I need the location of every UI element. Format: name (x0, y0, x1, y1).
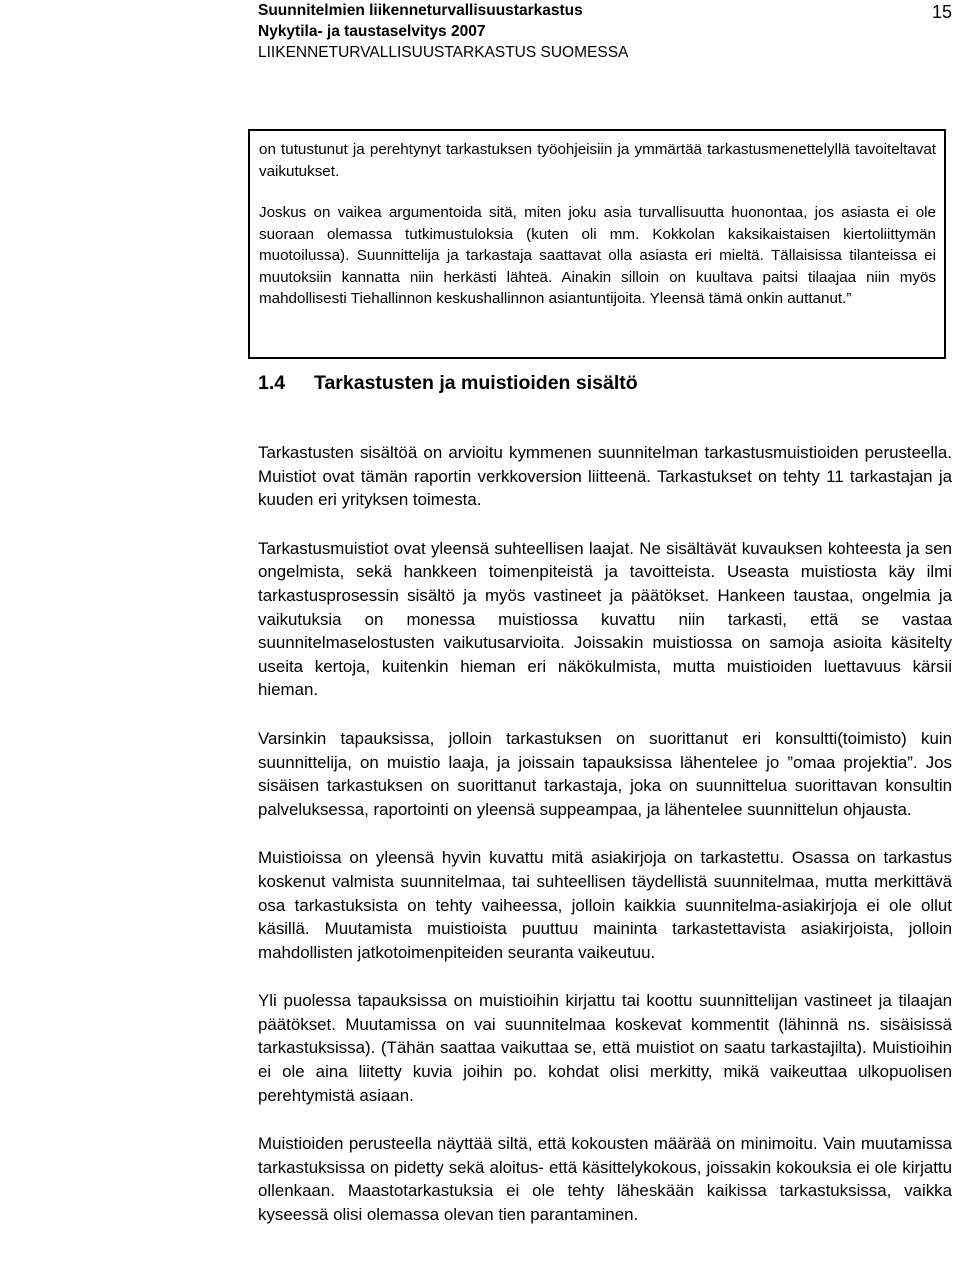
paragraph: Tarkastusten sisältöä on arvioitu kymmenen suunnitelman tarkastusmuistioiden perusteella. Muistiot ovat tämän raportin verkkoversion liitteenä. Tarkastukset on tehty 11 tarkastajan ja kuuden eri yrityksen toimesta. (258, 443, 952, 510)
section-heading (258, 372, 638, 395)
paragraph: Tarkastusmuistiot ovat yleensä suhteellisen laajat. Ne sisältävät kuvauksen kohteesta ja sen ongelmista, sekä hankkeen toimenpiteistä ja tavoitteista. Useasta muistiosta käy ilmi tarkastusprosessin sisältö ja myös vastineet ja päätökset. Hankeen taustaa, ongelmia ja vaikutuksia on monessa muistiossa kuvattu niin tarkasti, että se vastaa suunnitelmaselostusten vaikutusarvioita. Joissakin muistiossa on samoja asioita käsitelty useita kertoja, kuitenkin hieman eri näkökulmista, mutta muistioiden luettavuus kärsii hieman. (258, 538, 952, 700)
body-text (258, 441, 952, 1252)
page-number: 15 (931, 2, 952, 22)
header-title: Suunnitelmien liikenneturvallisuustarkastus (258, 2, 583, 19)
paragraph: Muistioiden perusteella näyttää siltä, että kokousten määrää on minimoitu. Vain muutamissa tarkastuksissa on pidetty sekä aloitus- että käsittelykokous, joissakin kokouksia ei ole kirjattu ollenkaan. Maastotarkastuksia ei ole tehty läheskään kaikissa tarkastuksissa, vaikka kyseessä olisi olemassa olevan tien parantaminen. (258, 1134, 952, 1225)
paragraph: Yli puolessa tapauksissa on muistioihin kirjattu tai koottu suunnittelijan vastineet ja tilaajan päätökset. Muutamissa on vai suunnitelmaa koskevat kommentit (lähinnä ns. sisäisissä tarkastuksissa). (Tähän saattaa vaikuttaa se, että muistiot on saatu tarkastajilta). Muistioihin ei ole aina liitetty kuvia joihin po. kohdat olisi merkitty, mikä vaikeuttaa ulkopuolisen perehtymistä asiaan. (258, 991, 952, 1105)
quote-box (248, 129, 946, 359)
section-title: Tarkastusten ja muistioiden sisältö (314, 372, 638, 394)
quote-paragraph: on tutustunut ja perehtynyt tarkastuksen työohjeisiin ja ymmärtää tarkastusmenettelyllä tavoiteltavat vaikutukset. (259, 141, 936, 180)
paragraph: Muistioissa on yleensä hyvin kuvattu mitä asiakirjoja on tarkastettu. Osassa on tarkastus koskenut valmista suunnitelmaa, tai suhteellisen täydellistä suunnitelmaa, mutta merkittävä osa tarkastuksista on tehty vaiheessa, jolloin kaikkia suunnitelma-asiakirjoja ei ole ollut käsillä. Muutamista muistioista puuttuu maininta tarkastettavista asiakirjoista, jolloin mahdollisten jatkotoimenpiteiden seuranta vaikeutuu. (258, 848, 952, 962)
quote-paragraph: Joskus on vaikea argumentoida sitä, miten joku asia turvallisuutta huonontaa, jos asiasta ei ole suoraan olemassa tutkimustuloksia (kuten oli mm. Kokkolan kaksikaistaisen kiertoliittymän muotoilussa). Suunnittelija ja tarkastaja saattavat olla asiasta eri mieltä. Tällaisissa tilanteissa ei muutoksiin kannatta niin herkästi lähteä. Ainakin silloin on kuultava paitsi tilaajaa niin myös mahdollisesti Tiehallinnon keskushallinnon asiantuntijoita. Yleensä tämä onkin auttanut.” (259, 204, 936, 307)
running-header (258, 0, 958, 63)
section-number: 1.4 (258, 372, 286, 394)
paragraph: Varsinkin tapauksissa, jolloin tarkastuksen on suorittanut eri konsultti(toimisto) kuin suunnittelija, on muistio laaja, ja joissain tapauksissa lähentelee jo ”omaa projektia”. Jos sisäisen tarkastuksen on suorittanut tarkastaja, joka on suunnittelua suorittavan konsultin palveluksessa, raportointi on yleensä suppeampaa, ja lähentelee suunnittelun ohjausta. (258, 728, 952, 819)
header-subtitle: Nykytila- ja taustaselvitys 2007 (258, 23, 486, 40)
header-chapter: LIIKENNETURVALLISUUSTARKASTUS SUOMESSA (258, 44, 629, 61)
